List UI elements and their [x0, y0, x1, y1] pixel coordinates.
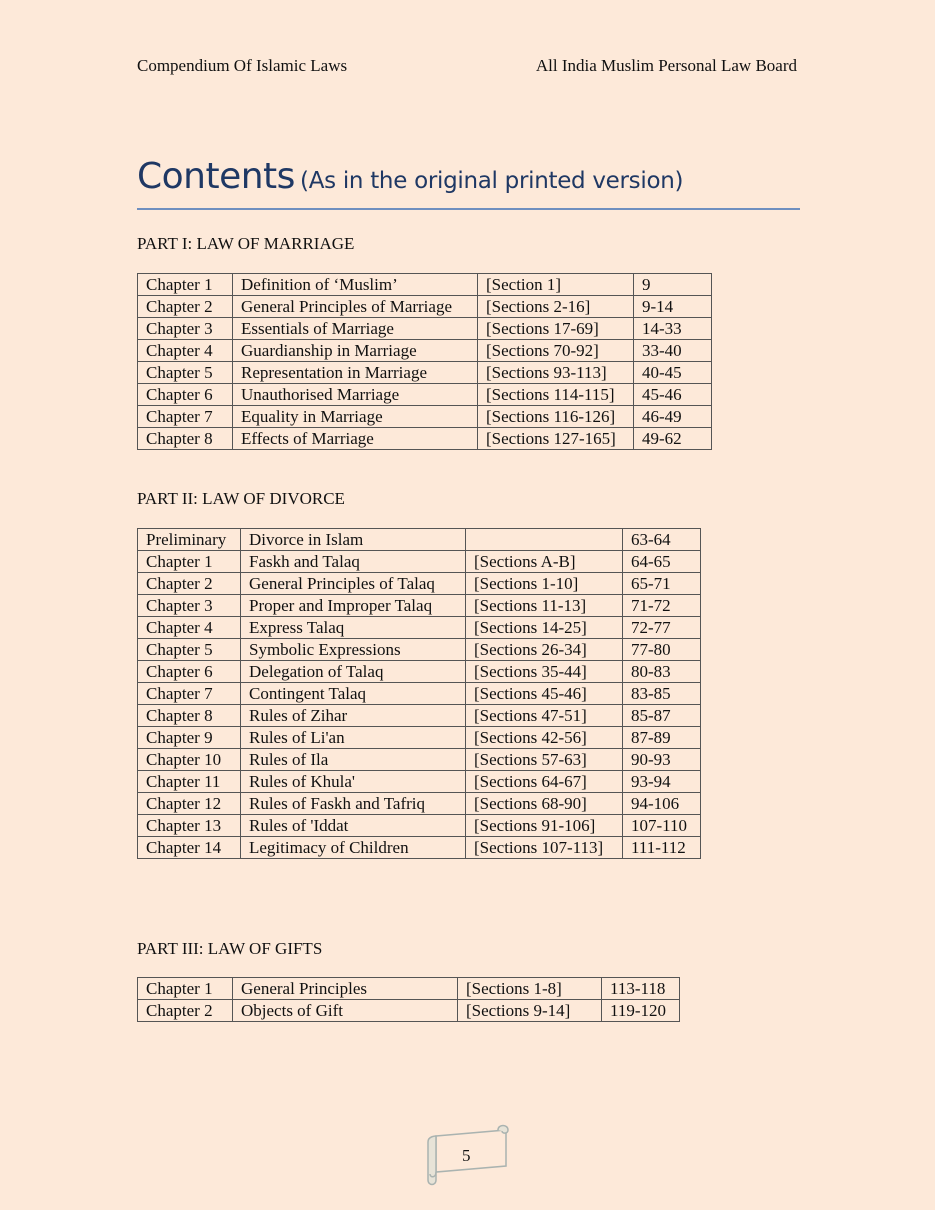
title-cell: Rules of Faskh and Tafriq	[241, 793, 466, 815]
table-row	[138, 705, 701, 727]
sections-cell: [Sections 68-90]	[466, 793, 623, 815]
table-row	[138, 815, 701, 837]
table-row	[138, 551, 701, 573]
chapter-cell: Chapter 9	[138, 727, 241, 749]
title-cell: Proper and Improper Talaq	[241, 595, 466, 617]
pages-cell: 46-49	[634, 406, 712, 428]
chapter-cell: Chapter 1	[138, 274, 233, 296]
title-cell: Faskh and Talaq	[241, 551, 466, 573]
title-cell: Representation in Marriage	[233, 362, 478, 384]
pages-cell: 9-14	[634, 296, 712, 318]
table-row	[138, 428, 712, 450]
title-cell: Express Talaq	[241, 617, 466, 639]
chapter-cell: Chapter 7	[138, 406, 233, 428]
title-cell: Definition of ‘Muslim’	[233, 274, 478, 296]
pages-cell: 87-89	[623, 727, 701, 749]
sections-cell: [Section 1]	[478, 274, 634, 296]
chapter-cell: Chapter 4	[138, 340, 233, 362]
pages-cell: 111-112	[623, 837, 701, 859]
table-row	[138, 362, 712, 384]
pages-cell: 77-80	[623, 639, 701, 661]
pages-cell: 71-72	[623, 595, 701, 617]
table-row	[138, 683, 701, 705]
sections-cell: [Sections 47-51]	[466, 705, 623, 727]
part-heading-divorce: PART II: LAW OF DIVORCE	[137, 489, 345, 508]
contents-heading	[137, 156, 800, 210]
pages-cell: 14-33	[634, 318, 712, 340]
sections-cell: [Sections 1-8]	[458, 978, 602, 1000]
toc-table-gifts	[137, 977, 680, 1022]
chapter-cell: Chapter 3	[138, 595, 241, 617]
chapter-cell: Chapter 6	[138, 384, 233, 406]
sections-cell: [Sections 57-63]	[466, 749, 623, 771]
pages-cell: 94-106	[623, 793, 701, 815]
sections-cell: [Sections 93-113]	[478, 362, 634, 384]
table-row	[138, 639, 701, 661]
toc-table-divorce	[137, 528, 701, 859]
table-row	[138, 573, 701, 595]
sections-cell: [Sections 11-13]	[466, 595, 623, 617]
table-row	[138, 727, 701, 749]
table-row	[138, 661, 701, 683]
table-row	[138, 595, 701, 617]
sections-cell: [Sections 114-115]	[478, 384, 634, 406]
chapter-cell: Chapter 5	[138, 362, 233, 384]
chapter-cell: Chapter 3	[138, 318, 233, 340]
table-row	[138, 406, 712, 428]
pages-cell: 64-65	[623, 551, 701, 573]
pages-cell: 49-62	[634, 428, 712, 450]
pages-cell: 63-64	[623, 529, 701, 551]
part-heading-marriage: PART I: LAW OF MARRIAGE	[137, 234, 355, 253]
title-cell: Rules of Li'an	[241, 727, 466, 749]
title-cell: Essentials of Marriage	[233, 318, 478, 340]
chapter-cell: Chapter 8	[138, 705, 241, 727]
sections-cell: [Sections 35-44]	[466, 661, 623, 683]
pages-cell: 72-77	[623, 617, 701, 639]
pages-cell: 33-40	[634, 340, 712, 362]
title-cell: Divorce in Islam	[241, 529, 466, 551]
title-cell: Rules of 'Iddat	[241, 815, 466, 837]
title-cell: General Principles	[233, 978, 458, 1000]
pages-cell: 65-71	[623, 573, 701, 595]
pages-cell: 93-94	[623, 771, 701, 793]
chapter-cell: Chapter 1	[138, 978, 233, 1000]
page-number: 5	[462, 1146, 471, 1165]
title-cell: Rules of Zihar	[241, 705, 466, 727]
table-row	[138, 340, 712, 362]
chapter-cell: Chapter 2	[138, 1000, 233, 1022]
title-cell: Legitimacy of Children	[241, 837, 466, 859]
chapter-cell: Chapter 14	[138, 837, 241, 859]
chapter-cell: Chapter 13	[138, 815, 241, 837]
title-cell: General Principles of Marriage	[233, 296, 478, 318]
table-row	[138, 296, 712, 318]
sections-cell: [Sections 70-92]	[478, 340, 634, 362]
toc-table-marriage	[137, 273, 712, 450]
sections-cell: [Sections 45-46]	[466, 683, 623, 705]
table-row	[138, 837, 701, 859]
table-row	[138, 617, 701, 639]
running-header-left: Compendium Of Islamic Laws	[137, 56, 348, 75]
chapter-cell: Chapter 10	[138, 749, 241, 771]
sections-cell: [Sections 42-56]	[466, 727, 623, 749]
table-row	[138, 384, 712, 406]
chapter-cell: Chapter 12	[138, 793, 241, 815]
sections-cell: [Sections 17-69]	[478, 318, 634, 340]
sections-cell: [Sections 127-165]	[478, 428, 634, 450]
chapter-cell: Preliminary	[138, 529, 241, 551]
pages-cell: 90-93	[623, 749, 701, 771]
table-row	[138, 749, 701, 771]
sections-cell: [Sections 91-106]	[466, 815, 623, 837]
sections-cell: [Sections 14-25]	[466, 617, 623, 639]
sections-cell: [Sections 2-16]	[478, 296, 634, 318]
sections-cell: [Sections 1-10]	[466, 573, 623, 595]
sections-cell: [Sections 64-67]	[466, 771, 623, 793]
pages-cell: 83-85	[623, 683, 701, 705]
title-cell: Unauthorised Marriage	[233, 384, 478, 406]
table-row	[138, 793, 701, 815]
title-cell: Effects of Marriage	[233, 428, 478, 450]
chapter-cell: Chapter 8	[138, 428, 233, 450]
sections-cell: [Sections 9-14]	[458, 1000, 602, 1022]
pages-cell: 9	[634, 274, 712, 296]
table-row	[138, 274, 712, 296]
title-cell: Delegation of Talaq	[241, 661, 466, 683]
sections-cell: [Sections 116-126]	[478, 406, 634, 428]
title-cell: Objects of Gift	[233, 1000, 458, 1022]
contents-title: Contents	[137, 156, 295, 197]
pages-cell: 45-46	[634, 384, 712, 406]
title-cell: Equality in Marriage	[233, 406, 478, 428]
table-row	[138, 529, 701, 551]
chapter-cell: Chapter 6	[138, 661, 241, 683]
chapter-cell: Chapter 1	[138, 551, 241, 573]
pages-cell: 85-87	[623, 705, 701, 727]
table-row	[138, 318, 712, 340]
sections-cell: [Sections 26-34]	[466, 639, 623, 661]
table-row	[138, 978, 680, 1000]
title-cell: General Principles of Talaq	[241, 573, 466, 595]
table-row	[138, 1000, 680, 1022]
sections-cell: [Sections 107-113]	[466, 837, 623, 859]
title-cell: Rules of Khula'	[241, 771, 466, 793]
chapter-cell: Chapter 11	[138, 771, 241, 793]
running-header-right: All India Muslim Personal Law Board	[535, 56, 797, 75]
table-row	[138, 771, 701, 793]
chapter-cell: Chapter 5	[138, 639, 241, 661]
title-cell: Rules of Ila	[241, 749, 466, 771]
pages-cell: 40-45	[634, 362, 712, 384]
title-cell: Guardianship in Marriage	[233, 340, 478, 362]
chapter-cell: Chapter 2	[138, 573, 241, 595]
pages-cell: 80-83	[623, 661, 701, 683]
page-number-scroll	[422, 1122, 512, 1188]
contents-subtitle: (As in the original printed version)	[300, 168, 684, 194]
part-heading-gifts: PART III: LAW OF GIFTS	[137, 939, 323, 958]
title-cell: Contingent Talaq	[241, 683, 466, 705]
pages-cell: 113-118	[602, 978, 680, 1000]
chapter-cell: Chapter 2	[138, 296, 233, 318]
title-cell: Symbolic Expressions	[241, 639, 466, 661]
pages-cell: 107-110	[623, 815, 701, 837]
sections-cell	[466, 529, 623, 551]
sections-cell: [Sections A-B]	[466, 551, 623, 573]
chapter-cell: Chapter 7	[138, 683, 241, 705]
chapter-cell: Chapter 4	[138, 617, 241, 639]
pages-cell: 119-120	[602, 1000, 680, 1022]
